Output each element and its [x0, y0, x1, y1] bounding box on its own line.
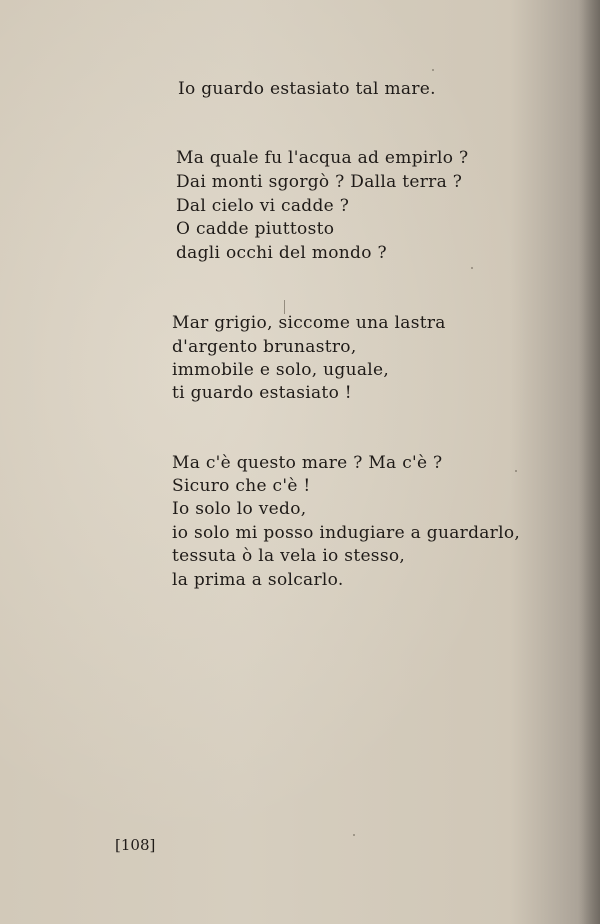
- paper-speck: [353, 834, 355, 836]
- page-gutter-shadow: [578, 0, 600, 924]
- poem-line: d'argento brunastro,: [172, 337, 357, 357]
- poem-line: tessuta ò la vela io stesso,: [172, 546, 406, 566]
- poem-line: Mar grigio, siccome una lastra: [172, 313, 446, 333]
- poem-line: Sicuro che c'è !: [172, 476, 311, 496]
- poem-line: Dal cielo vi cadde ?: [176, 196, 350, 216]
- poem-line: Io solo lo vedo,: [172, 499, 307, 519]
- paper-speck: [432, 69, 434, 71]
- poem-line: Ma quale fu l'acqua ad empirlo ?: [176, 148, 469, 168]
- poem-line: ti guardo estasiato !: [172, 383, 352, 403]
- poem-line: Dai monti sgorgò ? Dalla terra ?: [176, 172, 463, 192]
- poem-line: Ma c'è questo mare ? Ma c'è ?: [172, 453, 443, 473]
- poem-line: immobile e solo, uguale,: [172, 360, 390, 380]
- poem-line: io solo mi posso indugiare a guardarlo,: [172, 523, 521, 543]
- poem-line: Io guardo estasiato tal mare.: [178, 79, 436, 99]
- poem-line: dagli occhi del mondo ?: [176, 243, 387, 263]
- poem-line: O cadde piuttosto: [176, 219, 335, 239]
- paper-mark: [284, 300, 285, 314]
- page-number: [108]: [115, 836, 156, 854]
- paper-speck: [515, 470, 517, 472]
- poem-line: la prima a solcarlo.: [172, 570, 344, 590]
- paper-speck: [471, 267, 473, 269]
